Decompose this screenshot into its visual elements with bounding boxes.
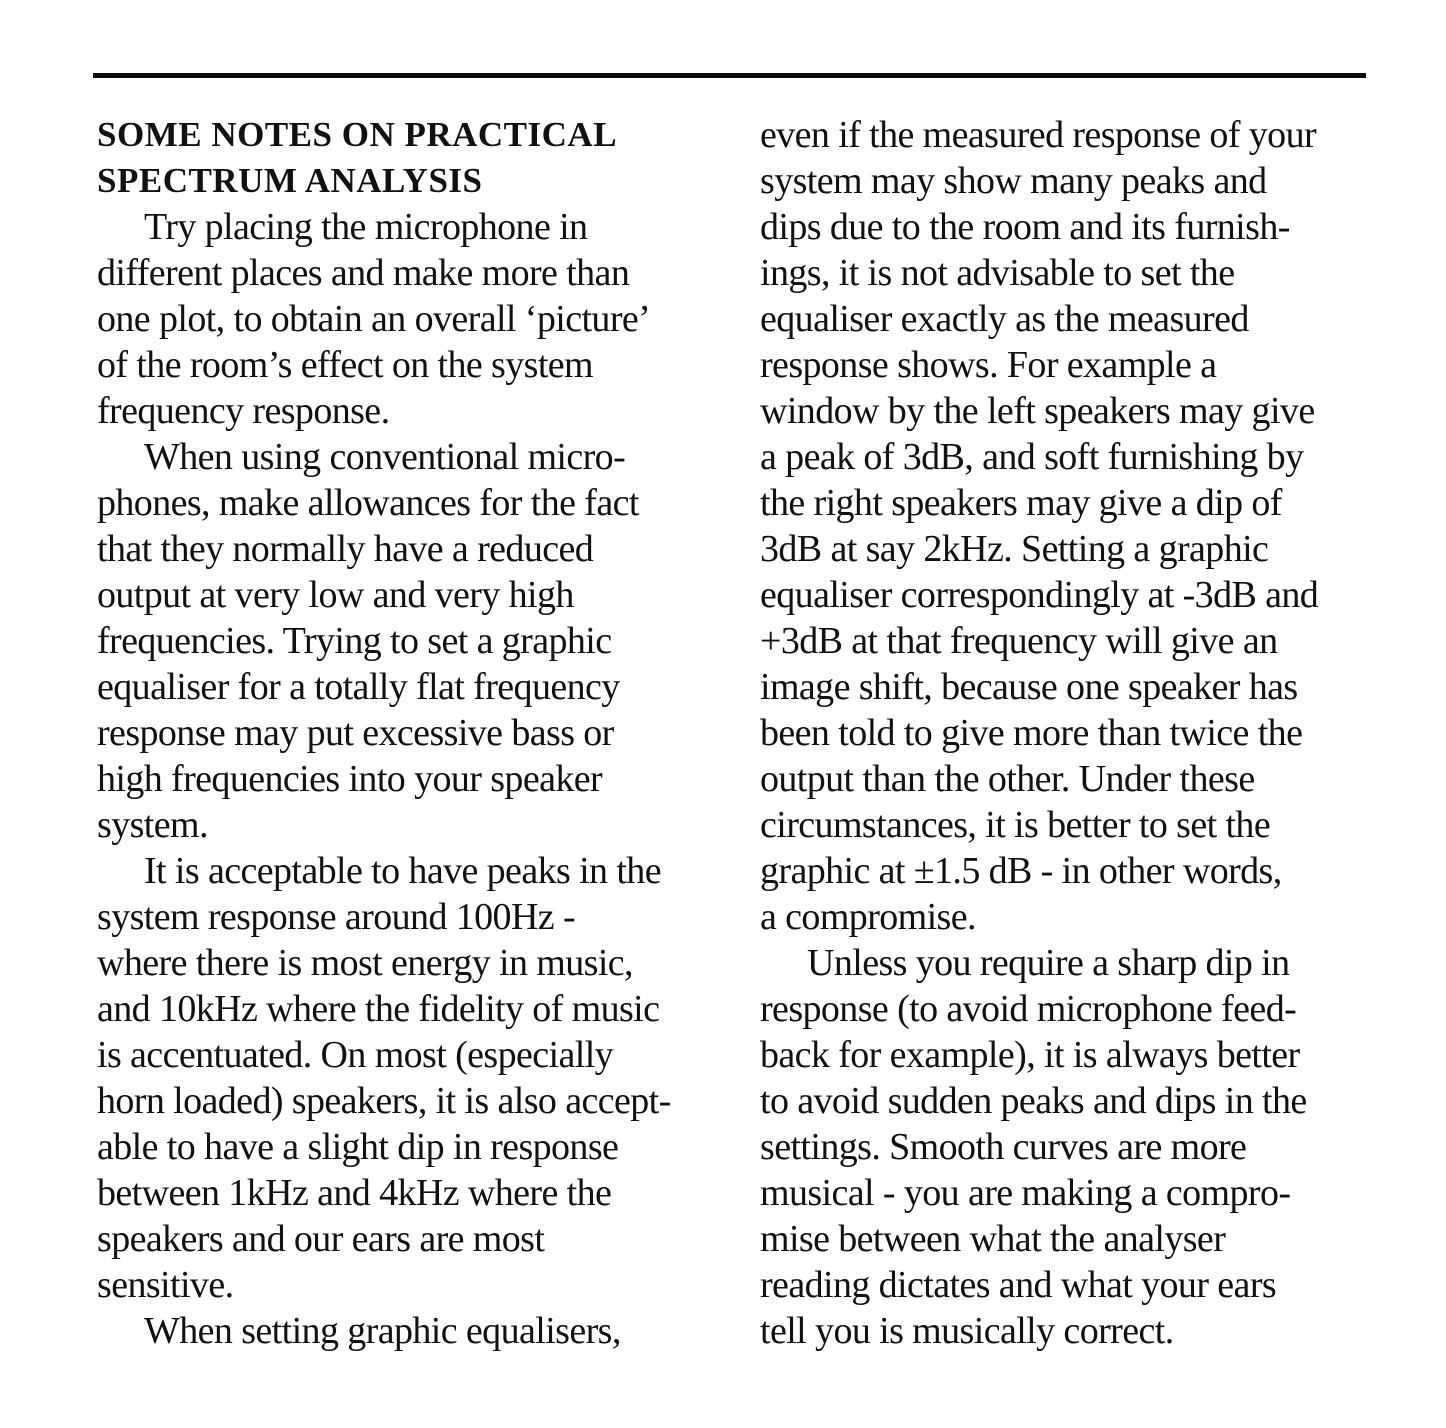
text-line: Try placing the microphone in [144, 206, 588, 248]
text-line: It is acceptable to have peaks in the [144, 850, 661, 892]
text-line: between 1kHz and 4kHz where the [97, 1172, 612, 1214]
text-line: image shift, because one speaker has [760, 666, 1298, 708]
text-line: a peak of 3dB, and soft furnishing by [760, 436, 1304, 478]
text-line: 3dB at say 2kHz. Setting a graphic [760, 528, 1269, 570]
text-line: When setting graphic equalisers, [144, 1310, 621, 1352]
text-line: the right speakers may give a dip of [760, 482, 1282, 524]
text-line: window by the left speakers may give [760, 390, 1315, 432]
heading-line: SPECTRUM ANALYSIS [97, 161, 483, 200]
right-column [760, 112, 1380, 1354]
paragraph-4-start [97, 1308, 707, 1354]
text-line: horn loaded) speakers, it is also accept- [97, 1080, 671, 1122]
text-line: phones, make allowances for the fact [97, 482, 639, 524]
paragraph-1 [97, 204, 707, 434]
left-column [97, 112, 707, 1354]
text-line: different places and make more than [97, 252, 630, 294]
text-line: output at very low and very high [97, 574, 574, 616]
text-line: ings, it is not advisable to set the [760, 252, 1235, 294]
text-line: circumstances, it is better to set the [760, 804, 1271, 846]
text-line: back for example), it is always better [760, 1034, 1300, 1076]
text-line: When using conventional micro- [144, 436, 626, 478]
text-line: reading dictates and what your ears [760, 1264, 1277, 1306]
text-line: +3dB at that frequency will give an [760, 620, 1278, 662]
text-line: system response around 100Hz - [97, 896, 576, 938]
text-line: speakers and our ears are most [97, 1218, 545, 1260]
paragraph-5 [760, 940, 1380, 1354]
text-line: graphic at ±1.5 dB - in other words, [760, 850, 1282, 892]
text-line: of the room’s effect on the system [97, 344, 593, 386]
text-line: high frequencies into your speaker [97, 758, 603, 800]
text-line: system. [97, 804, 208, 846]
text-line: Unless you require a sharp dip in [807, 942, 1290, 984]
text-line: that they normally have a reduced [97, 528, 594, 570]
text-line: dips due to the room and its furnish- [760, 206, 1290, 248]
paragraph-2 [97, 434, 707, 848]
text-line: output than the other. Under these [760, 758, 1255, 800]
text-line: one plot, to obtain an overall ‘picture’ [97, 298, 651, 340]
text-line: to avoid sudden peaks and dips in the [760, 1080, 1307, 1122]
text-line: response shows. For example a [760, 344, 1217, 386]
text-line: musical - you are making a compro- [760, 1172, 1291, 1214]
text-line: settings. Smooth curves are more [760, 1126, 1247, 1168]
heading-line: SOME NOTES ON PRACTICAL [97, 115, 618, 154]
text-line: equaliser exactly as the measured [760, 298, 1249, 340]
text-line: where there is most energy in music, [97, 942, 633, 984]
paragraph-4-continued [760, 112, 1380, 940]
text-line: response may put excessive bass or [97, 712, 614, 754]
paragraph-3 [97, 848, 707, 1308]
text-line: and 10kHz where the fidelity of music [97, 988, 660, 1030]
text-line: frequency response. [97, 390, 390, 432]
text-line: able to have a slight dip in response [97, 1126, 619, 1168]
text-line: equaliser correspondingly at -3dB and [760, 574, 1319, 616]
text-line: even if the measured response of your [760, 114, 1317, 156]
text-line: is accentuated. On most (especially [97, 1034, 614, 1076]
text-line: sensitive. [97, 1264, 234, 1306]
top-rule [93, 73, 1366, 78]
text-line: been told to give more than twice the [760, 712, 1303, 754]
text-line: frequencies. Trying to set a graphic [97, 620, 612, 662]
text-line: response (to avoid microphone feed- [760, 988, 1297, 1030]
text-line: tell you is musically correct. [760, 1310, 1174, 1352]
section-heading [97, 112, 707, 204]
text-line: mise between what the analyser [760, 1218, 1226, 1260]
text-line: system may show many peaks and [760, 160, 1267, 202]
text-line: a compromise. [760, 896, 976, 938]
text-line: equaliser for a totally flat frequency [97, 666, 620, 708]
